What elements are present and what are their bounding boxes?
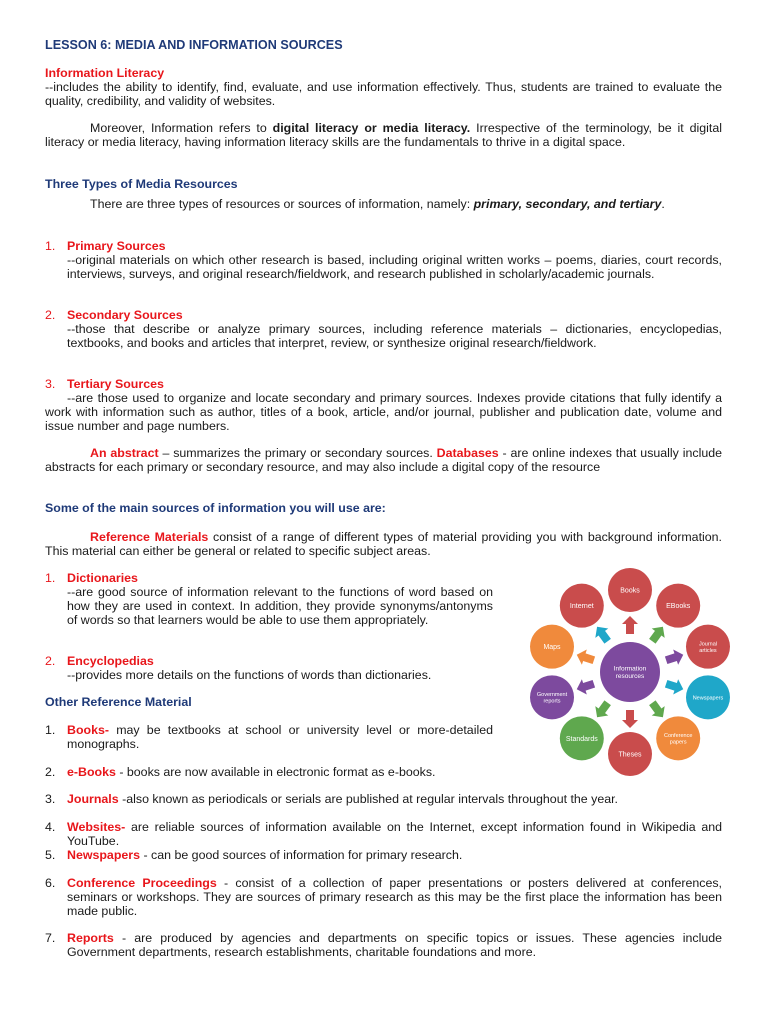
- list-term: Conference Proceedings: [67, 876, 217, 890]
- list-number: 2.: [45, 308, 56, 322]
- para-text: Moreover, Information refers to: [90, 121, 273, 135]
- list-text: - books are now available in electronic format as e-books.: [115, 765, 436, 779]
- abstract-text: – summarizes the primary or secondary sources.: [158, 446, 437, 460]
- list-number: 2.: [45, 765, 56, 779]
- list-item-ebooks: [67, 766, 507, 780]
- diagram-node-label: Newspapers: [692, 695, 724, 702]
- list-term: e-Books: [67, 765, 116, 779]
- diagram-arrow: [574, 676, 596, 697]
- diagram-node-label: Standards: [565, 735, 598, 743]
- intro-text: There are three types of resources or sources of information, namely:: [90, 197, 474, 211]
- primary-sources-heading: Primary Sources: [67, 239, 166, 253]
- diagram-arrow: [622, 710, 638, 728]
- diagram-node-label: Internet: [569, 603, 594, 611]
- diagram-node-label: Journal articles: [698, 641, 718, 654]
- list-number: 1.: [45, 239, 56, 253]
- info-literacy-definition: --includes the ability to identify, find, evaluate, and use information effectively. Thus, students are trained to evaluate the quality, credibility, and validity of websites.: [45, 79, 722, 108]
- reference-text: consist of a range of different types of material providing you with background information. This material can either be general or related to specific subject areas.: [45, 530, 722, 558]
- dictionaries-item: [67, 572, 493, 628]
- para-text: Irrespective of the terminology, be it digital literacy or media literacy, having information literacy skills are the fundamentals to thrive in a digital space.: [45, 121, 722, 149]
- list-term: Newspapers: [67, 848, 141, 862]
- primary-sources-item: [67, 240, 722, 282]
- diagram-arrow: [622, 616, 638, 634]
- three-types-heading: Three Types of Media Resources: [45, 177, 238, 191]
- reference-term: Reference Materials: [90, 530, 209, 544]
- information-resources-diagram: [506, 565, 756, 785]
- list-text: - are produced by agencies and departments on specific topics or issues. These agencies include Government departments, research establishments, charitable foundations and more.: [67, 931, 722, 959]
- primary-sources-text: --original materials on which other research is based, including original written works – poems, diaries, court records, interviews, surveys, and original research/fieldwork, and research published in scholarly/academic journals.: [67, 252, 722, 281]
- list-number: 7.: [45, 931, 56, 945]
- databases-term: Databases: [436, 446, 499, 460]
- list-item-reports: [67, 932, 722, 960]
- diagram-arrow: [646, 698, 670, 722]
- diagram-arrow: [591, 698, 615, 722]
- list-term: Reports: [67, 931, 114, 945]
- reference-materials-paragraph: [45, 531, 722, 559]
- diagram-arrow: [664, 676, 686, 697]
- main-sources-heading: Some of the main sources of information you will use are:: [45, 501, 386, 515]
- list-number: 2.: [45, 654, 56, 668]
- list-term: Websites-: [67, 820, 126, 834]
- tertiary-sources-text: --are those used to organize and locate secondary and primary sources. Indexes provide citations that fully identify a work with information such as author, titles of a book, article, and/or journal, publisher and publication date, volume and issue number and page numbers.: [45, 391, 722, 433]
- info-literacy-section: [45, 67, 722, 109]
- list-term: Journals: [67, 792, 119, 806]
- diagram-node-label: Books: [620, 587, 640, 595]
- intro-emphasis: primary, secondary, and tertiary: [473, 197, 662, 211]
- diagram-arrow: [664, 647, 686, 668]
- secondary-sources-heading: Secondary Sources: [67, 308, 183, 322]
- list-number: 5.: [45, 848, 56, 862]
- tertiary-sources-heading: Tertiary Sources: [67, 377, 164, 391]
- list-text: - can be good sources of information for primary research.: [140, 848, 463, 862]
- abstract-term: An abstract: [90, 446, 159, 460]
- diagram-arrow: [591, 622, 615, 646]
- diagram-node-label: Government reports: [536, 692, 568, 705]
- list-item-newspapers: [67, 849, 722, 863]
- list-text: -also known as periodicals or serials are published at regular intervals throughout the year.: [118, 792, 618, 806]
- encyclopedias-text: --provides more details on the functions of words than dictionaries.: [67, 667, 432, 682]
- diagram-node-label: EBooks: [666, 603, 691, 611]
- intro-text: .: [661, 197, 665, 211]
- secondary-sources-item: [67, 309, 722, 351]
- diagram-arrow: [646, 622, 670, 646]
- list-number: 1.: [45, 571, 56, 585]
- diagram-center-label: Information resources: [613, 665, 647, 681]
- abstract-paragraph: [45, 447, 722, 475]
- diagram-node-label: Conference papers: [663, 733, 693, 746]
- secondary-sources-text: --those that describe or analyze primary sources, including reference materials – dictionaries, encyclopedias, textbooks, and books and articles that interpret, review, or synthesize original research/fieldwork.: [67, 321, 722, 350]
- three-types-intro: [45, 198, 722, 212]
- list-number: 3.: [45, 377, 56, 391]
- list-item-books: [67, 724, 493, 752]
- lesson-title: LESSON 6: MEDIA AND INFORMATION SOURCES: [45, 38, 343, 52]
- para-emphasis: digital literacy or media literacy.: [272, 121, 471, 135]
- encyclopedias-heading: Encyclopedias: [67, 654, 154, 668]
- list-item-journals: [67, 793, 722, 807]
- dictionaries-heading: Dictionaries: [67, 571, 138, 585]
- list-item-conference: [67, 877, 722, 919]
- list-text: are reliable sources of information available on the Internet, except information found in Wikipedia and YouTube.: [67, 820, 722, 848]
- other-reference-heading: Other Reference Material: [45, 695, 192, 709]
- diagram-node-label: Maps: [543, 644, 561, 652]
- dictionaries-text: --are good source of information relevant to the functions of word based on how they are used in context. In addition, they provide synonyms/antonyms of words so that learners would be able to use them appropriately.: [67, 584, 493, 627]
- list-text: - consist of a collection of paper presentations or posters delivered at conferences, seminars or workshops. They are sources of primary research as this may be the first place the information has been made public.: [67, 876, 723, 918]
- encyclopedias-item: [67, 655, 493, 683]
- info-literacy-heading: Information Literacy: [45, 66, 165, 80]
- diagram-arrow: [574, 647, 596, 668]
- list-number: 4.: [45, 820, 56, 834]
- list-number: 6.: [45, 876, 56, 890]
- list-item-websites: [67, 821, 722, 849]
- list-text: may be textbooks at school or university level or more-detailed monographs.: [67, 723, 493, 751]
- tertiary-sources-item: [67, 378, 722, 392]
- list-number: 3.: [45, 792, 56, 806]
- diagram-node-label: Theses: [618, 751, 642, 759]
- list-number: 1.: [45, 723, 56, 737]
- list-term: Books-: [67, 723, 109, 737]
- info-literacy-paragraph: [45, 122, 722, 150]
- databases-text: - are online indexes that usually include abstracts for each primary or secondary resource, and may also include a digital copy of the resource: [45, 446, 722, 474]
